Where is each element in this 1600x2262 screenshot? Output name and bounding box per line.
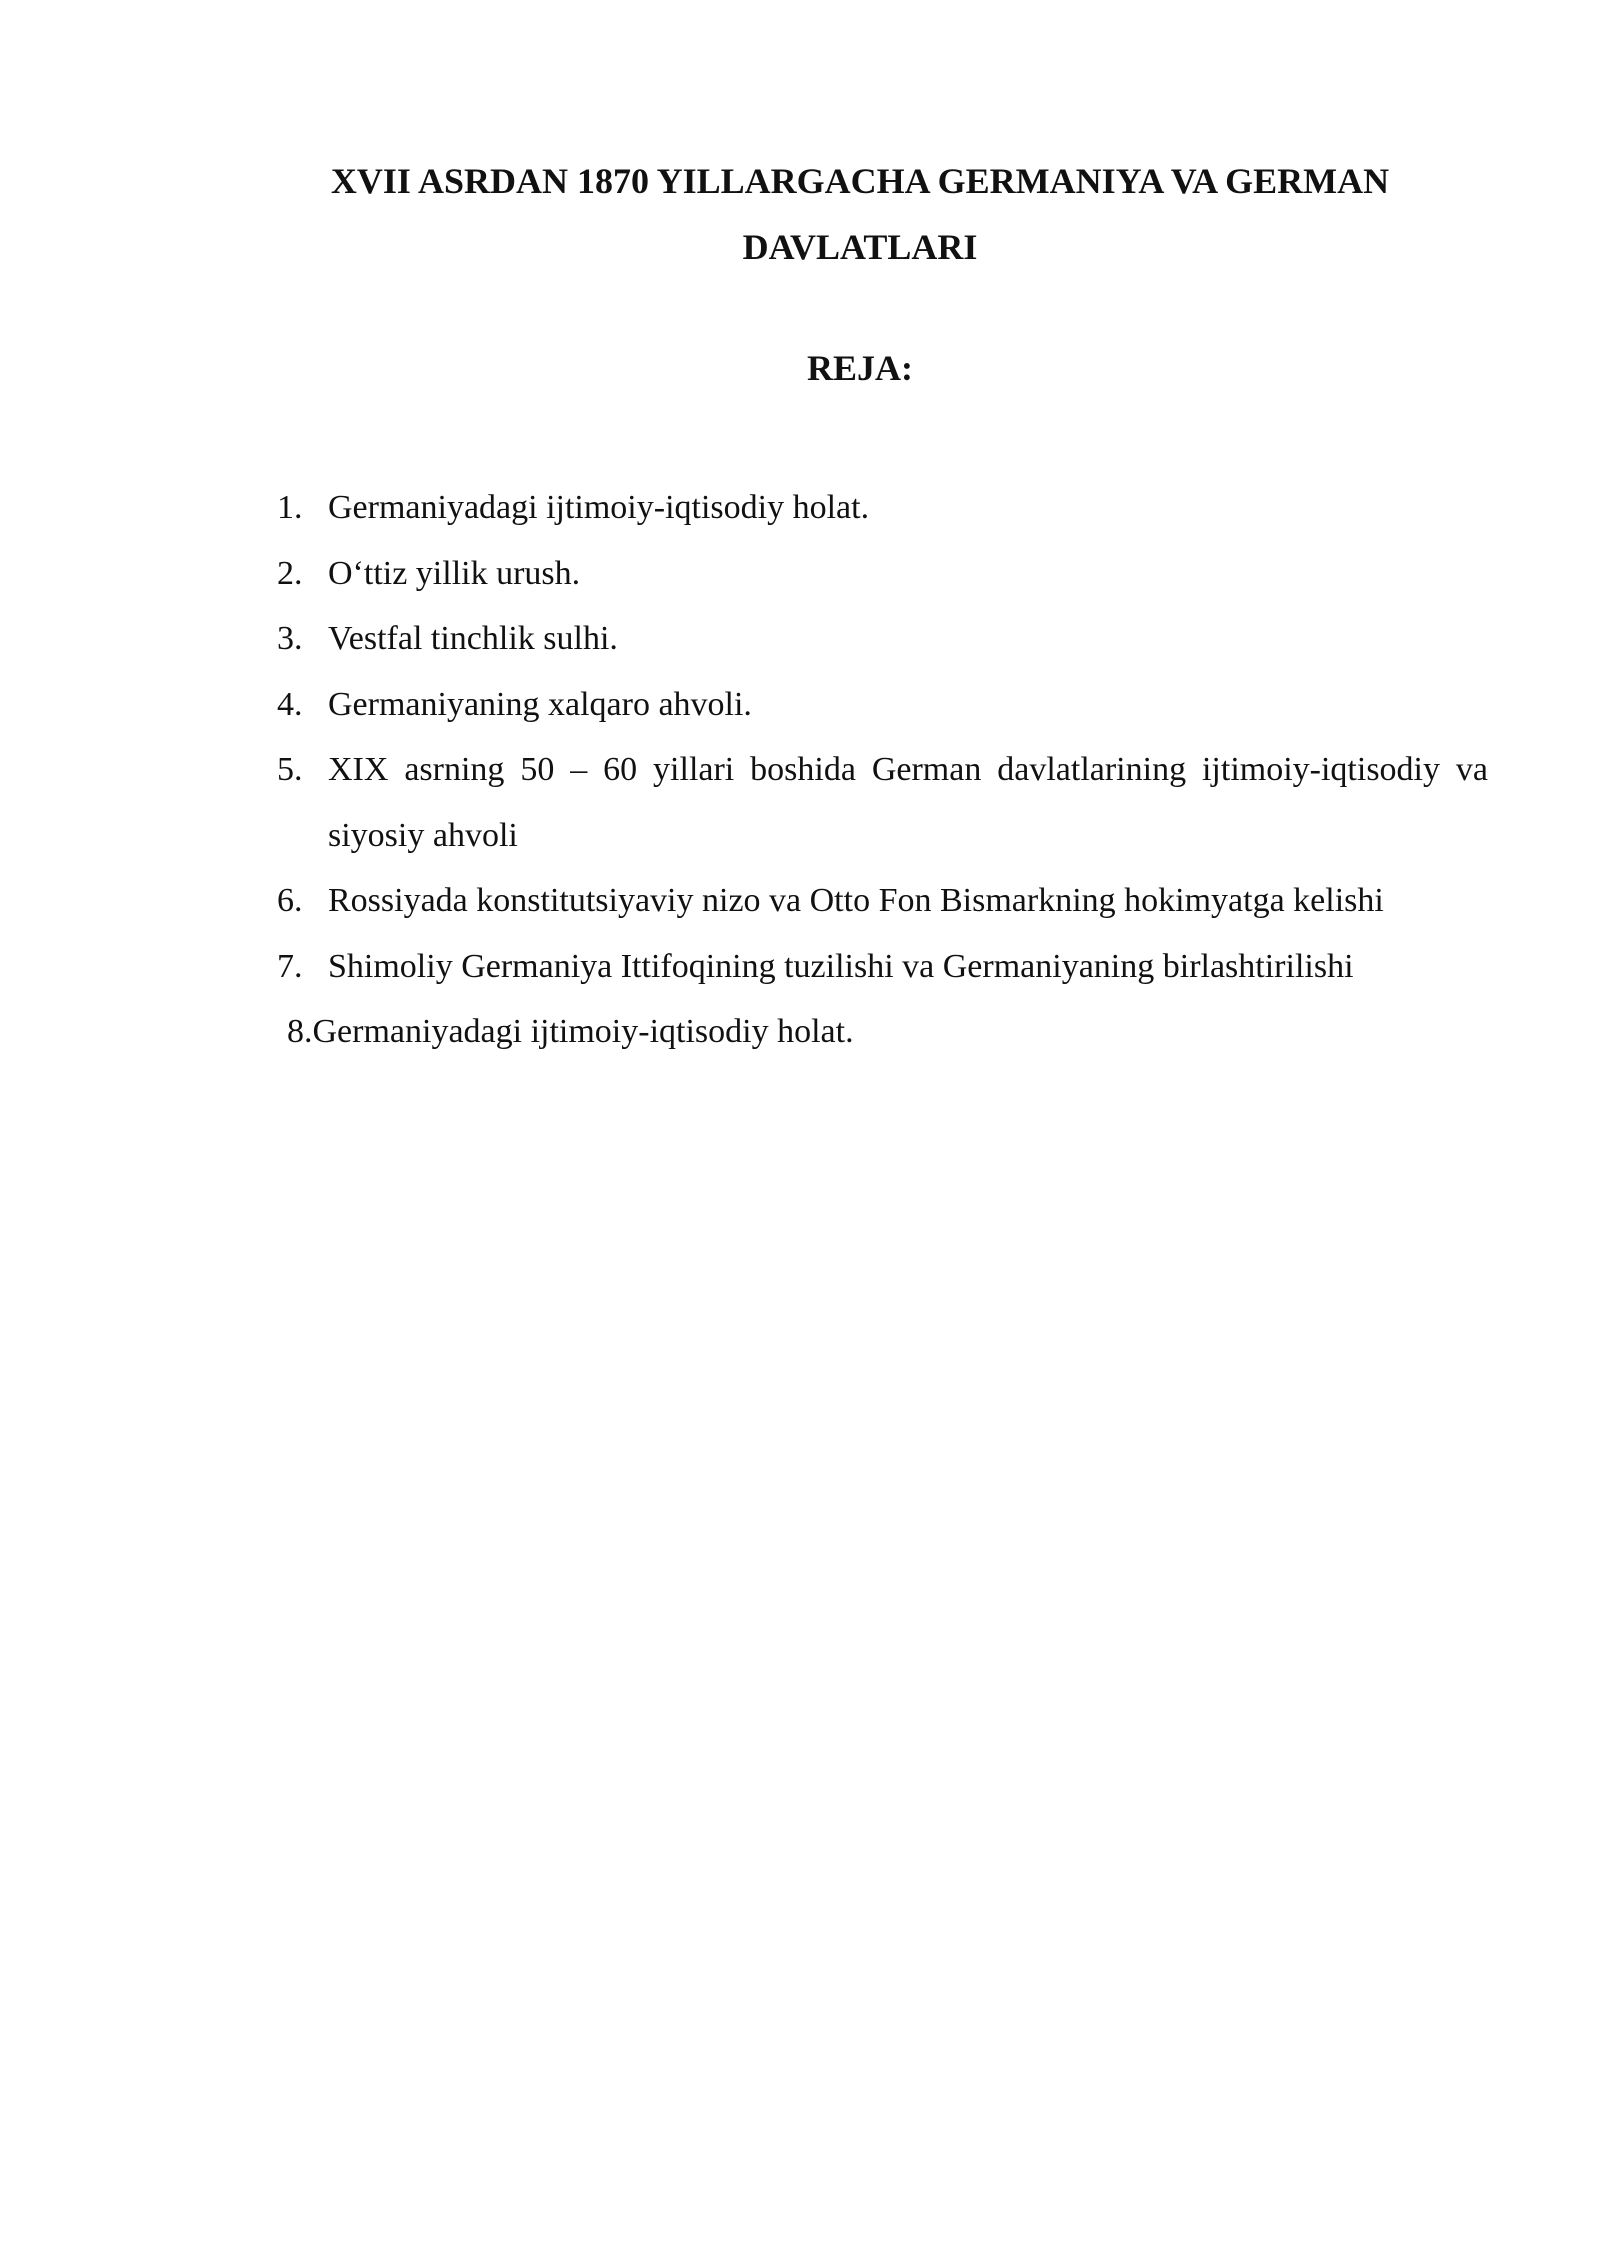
plan-item-text: Rossiyada konstitutsiyaviy nizo va Otto Fon Bismarkning hokimyatga kelishi — [328, 882, 1384, 919]
plan-item-5 — [270, 737, 1488, 868]
plan-item-number: 5. — [277, 751, 303, 788]
plan-list — [270, 475, 1488, 1065]
plan-item-6 — [270, 868, 1488, 934]
document-title: XVII ASRDAN 1870 YILLARGACHA GERMANIYA VA GERMAN DAVLATLARI — [330, 161, 1390, 267]
plan-item-number: 2. — [277, 554, 303, 592]
plan-item-number: 7. — [277, 947, 303, 985]
plan-item-number: 6. — [277, 882, 303, 919]
plan-item-text: O‘ttiz yillik urush. — [328, 554, 581, 592]
plan-item-text: Germaniyadagi ijtimoiy-iqtisodiy holat. — [328, 489, 870, 526]
plan-item-1 — [270, 475, 1488, 541]
plan-item-8: 8.Germaniyadagi ijtimoiy-iqtisodiy holat. — [287, 1013, 854, 1050]
plan-item-text: Germaniyaning xalqaro ahvoli. — [328, 685, 752, 723]
plan-item-7 — [270, 934, 1488, 1000]
plan-item-number: 4. — [277, 685, 303, 723]
plan-item-3 — [270, 606, 1488, 672]
plan-heading: REJA: — [807, 348, 913, 388]
plan-item-text: XIX asrning 50 – 60 yillari boshida German davlatlarining ijtimoiy-iqtisodiy va siyosiy ahvoli — [328, 751, 1488, 854]
plan-item-4 — [270, 672, 1488, 738]
plan-item-text: Shimoliy Germaniya Ittifoqining tuzilishi va Germaniyaning birlashtirilishi — [328, 947, 1354, 985]
plan-item-text: Vestfal tinchlik sulhi. — [328, 620, 618, 657]
plan-item-number: 3. — [277, 620, 303, 657]
plan-item-2 — [270, 541, 1488, 607]
plan-item-number: 1. — [277, 489, 303, 526]
